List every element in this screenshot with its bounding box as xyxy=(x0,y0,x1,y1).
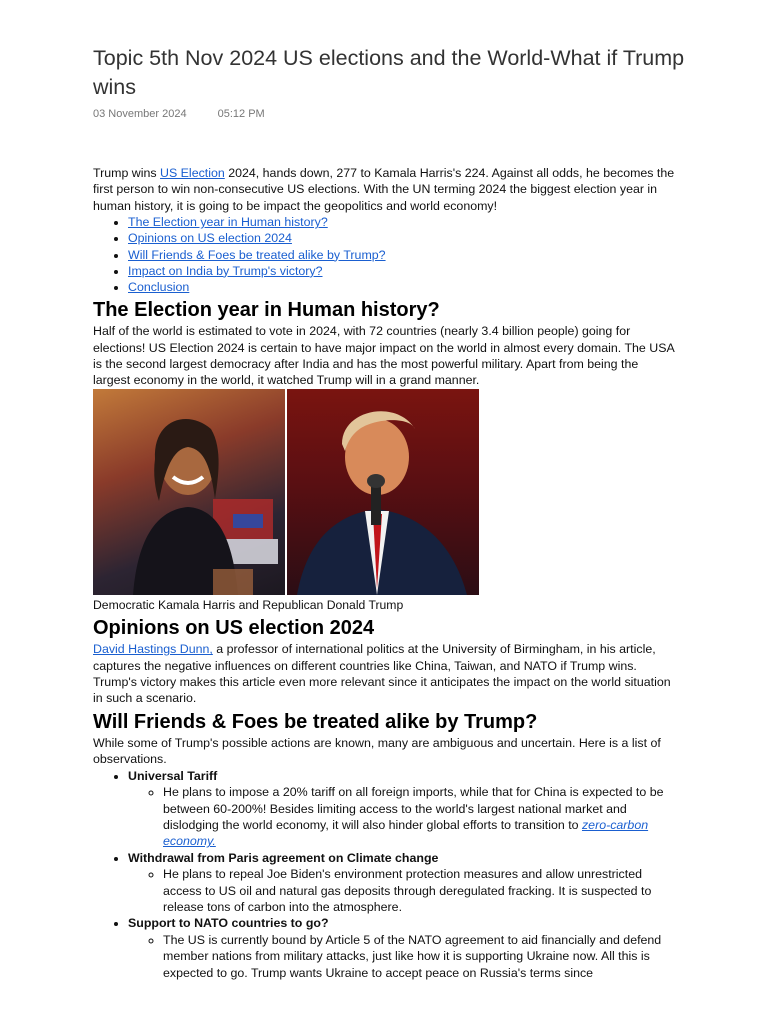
observation-text: He plans to impose a 20% tariff on all foreign imports, while that for China is expected to be between 60-200%! Besides limiting access to the world's largest national market and dislodging the world economy, it will also hinder global efforts to transition to xyxy=(163,785,664,832)
observation-detail xyxy=(163,784,675,850)
toc-item xyxy=(128,214,675,230)
zero-carbon-link[interactable]: zero-carbon economy. xyxy=(163,817,649,849)
observation-item xyxy=(128,915,675,981)
page-title: Topic 5th Nov 2024 US elections and the World-What if Trump wins xyxy=(93,46,685,99)
intro-text-start: Trump wins xyxy=(93,166,161,180)
photo-caption: Democratic Kamala Harris and Republican Donald Trump xyxy=(93,597,404,612)
author-link[interactable]: David Hastings Dunn, xyxy=(93,642,213,657)
observation-title: Universal Tariff xyxy=(128,768,218,783)
section-heading-opinions: Opinions on US election 2024 xyxy=(93,617,375,640)
toc-item xyxy=(128,279,675,295)
post-meta xyxy=(93,108,265,120)
intro-paragraph xyxy=(93,165,675,214)
toc-item xyxy=(128,247,675,263)
toc-link-friends-foes[interactable]: Will Friends & Foes be treated alike by Trump? xyxy=(128,247,386,262)
toc-item xyxy=(128,230,675,246)
us-election-link[interactable]: US Election xyxy=(160,166,225,180)
observation-title: Support to NATO countries to go? xyxy=(128,916,329,931)
observation-item xyxy=(128,768,675,850)
section-paragraph xyxy=(93,641,675,707)
candidates-photo xyxy=(93,389,479,595)
opinions-text: a professor of international politics at the University of Birmingham, in his article, captures the negative influences on different countries like China, Taiwan, and NATO if Trump wins. Trump's victory makes this article even more relevant since it anticipates the impact on the world situation in such a scenario. xyxy=(93,642,671,706)
section-heading-election-year: The Election year in Human history? xyxy=(93,299,440,322)
toc-link-impact-india[interactable]: Impact on India by Trump's victory? xyxy=(128,263,323,278)
post-date: 03 November 2024 xyxy=(93,108,187,120)
trump-figure xyxy=(287,389,479,595)
toc-link-election-year[interactable]: The Election year in Human history? xyxy=(128,215,328,230)
table-of-contents xyxy=(93,214,675,295)
observation-detail: ◦ He plans to repeal Joe Biden's environment protection measures and allow unrestricted access to US oil and natural gas deposits through deregulated fracking. It is suspected to release tons of carbon into the atmosphere. xyxy=(163,866,675,915)
section-paragraph: While some of Trump's possible actions are known, many are ambiguous and uncertain. Here is a list of observations. xyxy=(93,735,661,767)
observation-title: Withdrawal from Paris agreement on Climate change xyxy=(128,850,439,865)
post-time: 05:12 PM xyxy=(217,108,265,120)
harris-figure xyxy=(93,389,285,595)
toc-link-conclusion[interactable]: Conclusion xyxy=(128,280,190,295)
trump-photo xyxy=(287,389,479,595)
observation-item xyxy=(128,850,675,916)
toc-item xyxy=(128,263,675,279)
observations-list xyxy=(93,768,675,981)
observation-detail: ◦ The US is currently bound by Article 5 of the NATO agreement to aid financially and defend member nations from military attacks, just like how it is supporting Ukraine now. All this is expected to go. Trump wants Ukraine to accept peace on Russia's terms since xyxy=(163,932,675,981)
section-paragraph: Half of the world is estimated to vote in 2024, with 72 countries (nearly 3.4 billion people) going for elections! US Election 2024 is certain to have major impact on the world in almost every domain. The USA is the second largest democracy after India and has the most powerful military. Apart from being the largest economy in the world, it watched Trump will in a grand manner. xyxy=(93,324,675,388)
harris-photo xyxy=(93,389,285,595)
section-heading-friends-foes: Will Friends & Foes be treated alike by Trump? xyxy=(93,710,538,733)
article-body xyxy=(93,165,675,981)
intro-text-end: 2024, hands down, 277 to Kamala Harris's 224. Against all odds, he becomes the first person to win non-consecutive US elections. With the UN terming 2024 the biggest election year in human history, it is going to be impact the geopolitics and world economy! xyxy=(93,166,675,213)
toc-link-opinions[interactable]: Opinions on US election 2024 xyxy=(128,231,292,246)
